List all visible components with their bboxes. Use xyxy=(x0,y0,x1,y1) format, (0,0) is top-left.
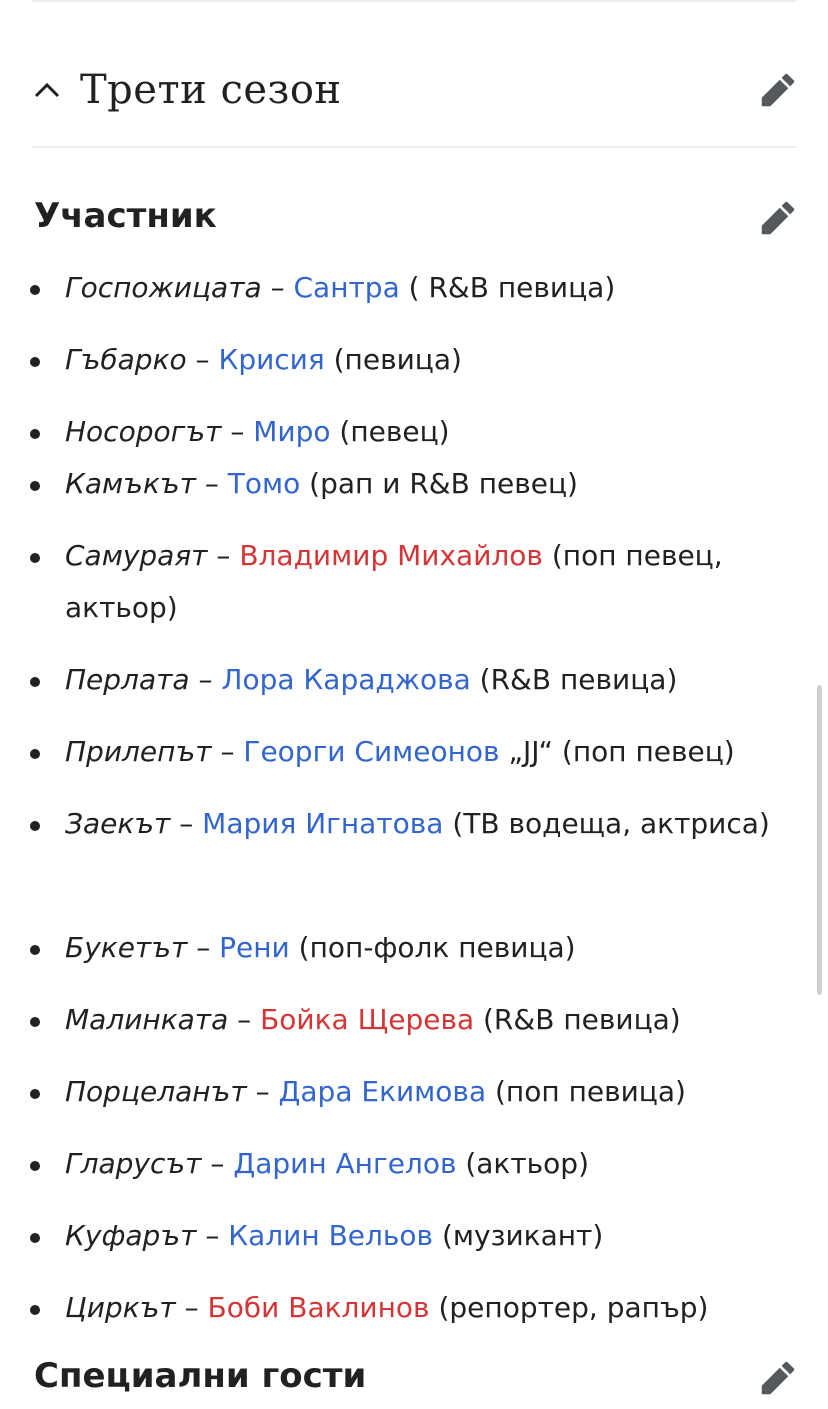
list-item xyxy=(65,994,805,1046)
description: (ТВ водеща, актриса) xyxy=(443,807,770,840)
description: (R&B певица) xyxy=(474,1003,681,1036)
person-link-missing[interactable]: Боби Ваклинов xyxy=(207,1291,430,1324)
dash: – xyxy=(221,415,254,448)
pencil-icon xyxy=(760,72,796,108)
edit-section-button[interactable] xyxy=(758,70,798,110)
person-link[interactable]: Рени xyxy=(219,931,290,964)
description: (певец) xyxy=(330,415,450,448)
nickname: Самураят xyxy=(65,539,208,572)
nickname: Гларусът xyxy=(65,1147,202,1180)
description: (поп певец, актьор) xyxy=(65,539,723,624)
list-item xyxy=(65,1210,805,1262)
bullet xyxy=(30,1017,40,1027)
list-item xyxy=(65,530,805,634)
description: (поп-фолк певица) xyxy=(289,931,576,964)
description: (репортер, рапър) xyxy=(429,1291,709,1324)
dash: – xyxy=(196,1219,229,1252)
description: (певица) xyxy=(324,343,462,376)
bullet xyxy=(30,945,40,955)
description: (поп певица) xyxy=(486,1075,686,1108)
person-link[interactable]: Крисия xyxy=(218,343,325,376)
section-header[interactable] xyxy=(32,52,796,128)
list-item xyxy=(65,798,805,850)
scrollbar[interactable] xyxy=(817,685,822,995)
dash: – xyxy=(211,735,244,768)
nickname: Заекът xyxy=(65,807,171,840)
list-item xyxy=(65,1138,805,1190)
dash: – xyxy=(228,1003,261,1036)
bullet xyxy=(30,481,40,491)
dash: – xyxy=(170,807,203,840)
bullet xyxy=(30,1161,40,1171)
list-item xyxy=(65,406,805,458)
nickname: Порцеланът xyxy=(65,1075,247,1108)
list-item xyxy=(65,334,805,386)
bullet xyxy=(30,749,40,759)
description: ( R&B певица) xyxy=(399,271,616,304)
person-link-missing[interactable]: Бойка Щерева xyxy=(260,1003,475,1036)
pencil-icon xyxy=(760,1360,796,1396)
nickname: Госпожицата xyxy=(65,271,262,304)
list-item xyxy=(65,458,805,510)
list-item xyxy=(65,922,805,974)
edit-participants-button[interactable] xyxy=(758,198,798,238)
bullet xyxy=(30,553,40,563)
nickname: Носорогът xyxy=(65,415,222,448)
divider xyxy=(32,146,796,148)
list-item xyxy=(65,726,805,778)
nickname: Прилепът xyxy=(65,735,212,768)
chevron-up-icon[interactable] xyxy=(32,75,62,105)
person-link[interactable]: Лора Караджова xyxy=(221,663,471,696)
person-link[interactable]: Калин Вельов xyxy=(228,1219,434,1252)
person-link[interactable]: Томо xyxy=(227,467,301,500)
description: (рап и R&B певец) xyxy=(300,467,578,500)
nickname: Перлата xyxy=(65,663,190,696)
person-link[interactable]: Сантра xyxy=(293,271,400,304)
dash: – xyxy=(246,1075,279,1108)
bullet xyxy=(30,1305,40,1315)
divider xyxy=(32,0,796,2)
bullet xyxy=(30,357,40,367)
nickname: Букетът xyxy=(65,931,188,964)
dash: – xyxy=(207,539,240,572)
description: (R&B певица) xyxy=(470,663,678,696)
bullet xyxy=(30,1233,40,1243)
dash: – xyxy=(186,343,219,376)
person-link[interactable]: Дара Екимова xyxy=(278,1075,487,1108)
bullet xyxy=(30,677,40,687)
list-item xyxy=(65,1066,805,1118)
nickname: Камъкът xyxy=(65,467,196,500)
section-title: Трети сезон xyxy=(80,67,342,113)
dash: – xyxy=(189,663,222,696)
person-link[interactable]: Миро xyxy=(253,415,331,448)
description: (актьор) xyxy=(456,1147,589,1180)
person-link-missing[interactable]: Владимир Михайлов xyxy=(239,539,543,572)
description: (музикант) xyxy=(433,1219,604,1252)
dash: – xyxy=(195,467,228,500)
person-link[interactable]: Дарин Ангелов xyxy=(233,1147,457,1180)
list-item xyxy=(65,654,805,706)
dash: – xyxy=(201,1147,234,1180)
dash: – xyxy=(261,271,294,304)
list-item xyxy=(65,262,805,314)
pencil-icon xyxy=(760,200,796,236)
participants-heading: Участник xyxy=(34,196,217,236)
dash: – xyxy=(187,931,220,964)
nickname: Циркът xyxy=(65,1291,176,1324)
bullet xyxy=(30,821,40,831)
edit-special-guests-button[interactable] xyxy=(758,1358,798,1398)
special-guests-heading: Специални гости xyxy=(34,1356,367,1396)
nickname: Гъбарко xyxy=(65,343,187,376)
list-item xyxy=(65,1282,805,1334)
person-link[interactable]: Георги Симеонов xyxy=(243,735,500,768)
bullet xyxy=(30,1089,40,1099)
nickname: Малинката xyxy=(65,1003,229,1036)
nickname: Куфарът xyxy=(65,1219,197,1252)
bullet xyxy=(30,429,40,439)
bullet xyxy=(30,285,40,295)
dash: – xyxy=(175,1291,208,1324)
description: „JJ“ (поп певец) xyxy=(499,735,735,768)
person-link[interactable]: Мария Игнатова xyxy=(202,807,444,840)
